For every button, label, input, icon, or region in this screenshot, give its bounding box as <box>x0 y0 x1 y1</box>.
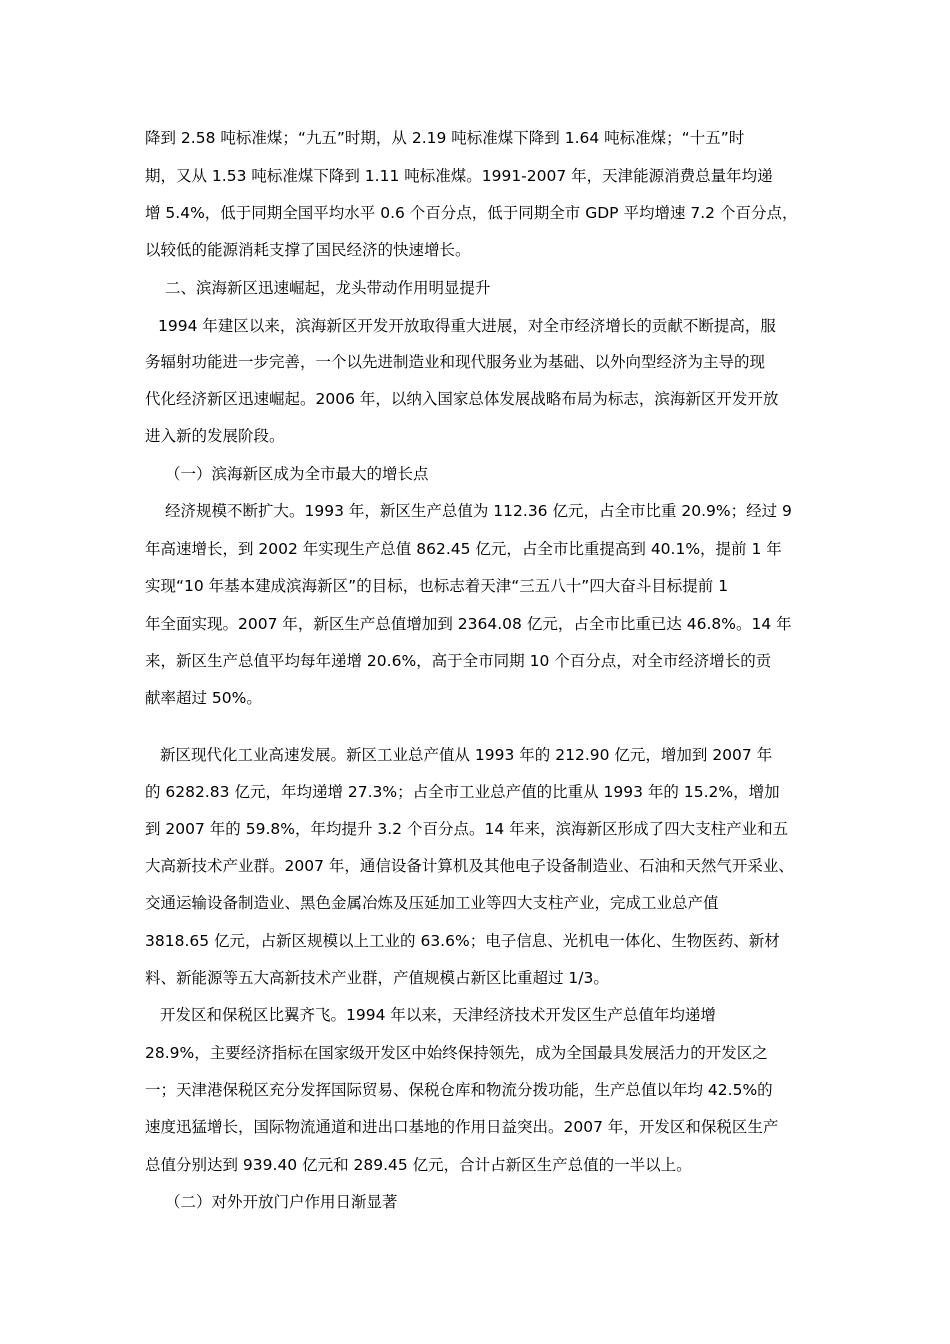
subsection-heading: （二）对外开放门户作用日渐显著 <box>165 1193 398 1211</box>
text-line: 速度迅猛增长，国际物流通道和进出口基地的作用日益突出。2007 年，开发区和保税区生产 <box>145 1118 779 1136</box>
subsection-heading: （一）滨海新区成为全市最大的增长点 <box>165 465 429 483</box>
text-line: 增 5.4%，低于同期全国平均水平 0.6 个百分点，低于同期全市 GDP 平均增速 7.2 个百分点， <box>145 204 798 222</box>
text-line: 年高速增长，到 2002 年实现生产总值 862.45 亿元，占全市比重提高到 40.1%，提前 1 年 <box>145 540 782 558</box>
text-line: 1994 年建区以来，滨海新区开发开放取得重大进展，对全市经济增长的贡献不断提高，服 <box>158 317 776 335</box>
text-line: 代化经济新区迅速崛起。2006 年，以纳入国家总体发展战略布局为标志，滨海新区开发开放 <box>145 390 779 408</box>
text-line: 大高新技术产业群。2007 年，通信设备计算机及其他电子设备制造业、石油和天然气开采业、 <box>145 857 794 875</box>
text-line: 的 6282.83 亿元，年均递增 27.3%；占全市工业总产值的比重从 1993 年的 15.2%，增加 <box>145 783 780 801</box>
text-line: 料、新能源等五大高新技术产业群，产值规模占新区比重超过 1/3。 <box>145 969 609 987</box>
text-line: 到 2007 年的 59.8%，年均提升 3.2 个百分点。14 年来，滨海新区形成了四大支柱产业和五 <box>145 820 789 838</box>
text-line: 经济规模不断扩大。1993 年，新区生产总值为 112.36 亿元，占全市比重 20.9%；经过 9 <box>165 502 792 520</box>
text-line: 一；天津港保税区充分发挥国际贸易、保税仓库和物流分拨功能，生产总值以年均 42.5%的 <box>145 1081 773 1099</box>
text-line: 3818.65 亿元，占新区规模以上工业的 63.6%；电子信息、光机电一体化、生物医药、新材 <box>145 932 780 950</box>
text-line: 进入新的发展阶段。 <box>145 427 285 445</box>
text-line: 总值分别达到 939.40 亿元和 289.45 亿元，合计占新区生产总值的一半以上。 <box>145 1156 692 1174</box>
text-line: 实现“10 年基本建成滨海新区”的目标，也标志着天津“三五八十”四大奋斗目标提前 1 <box>145 577 729 595</box>
text-line: 期，又从 1.53 吨标准煤下降到 1.11 吨标准煤。1991-2007 年，天津能源消费总量年均递 <box>145 167 773 185</box>
text-line: 降到 2.58 吨标准煤；“九五”时期，从 2.19 吨标准煤下降到 1.64 吨标准煤；“十五”时 <box>145 129 745 147</box>
text-line: 28.9%，主要经济指标在国家级开发区中始终保持领先，成为全国最具发展活力的开发区之 <box>145 1044 768 1062</box>
text-line: 年全面实现。2007 年，新区生产总值增加到 2364.08 亿元，占全市比重已达 46.8%。14 年 <box>145 615 792 633</box>
section-heading: 二、滨海新区迅速崛起，龙头带动作用明显提升 <box>165 279 491 297</box>
text-line: 来，新区生产总值平均每年递增 20.6%，高于全市同期 10 个百分点，对全市经济增长的贡 <box>145 652 772 670</box>
text-line: 新区现代化工业高速发展。新区工业总产值从 1993 年的 212.90 亿元，增加到 2007 年 <box>160 746 773 764</box>
text-line: 务辐射功能进一步完善，一个以先进制造业和现代服务业为基础、以外向型经济为主导的现 <box>145 353 766 371</box>
text-line: 以较低的能源消耗支撑了国民经济的快速增长。 <box>145 241 471 259</box>
text-line: 开发区和保税区比翼齐飞。1994 年以来，天津经济技术开发区生产总值年均递增 <box>160 1006 716 1024</box>
text-line: 交通运输设备制造业、黑色金属冶炼及压延加工业等四大支柱产业，完成工业总产值 <box>145 894 719 912</box>
text-line: 献率超过 50%。 <box>145 689 262 707</box>
